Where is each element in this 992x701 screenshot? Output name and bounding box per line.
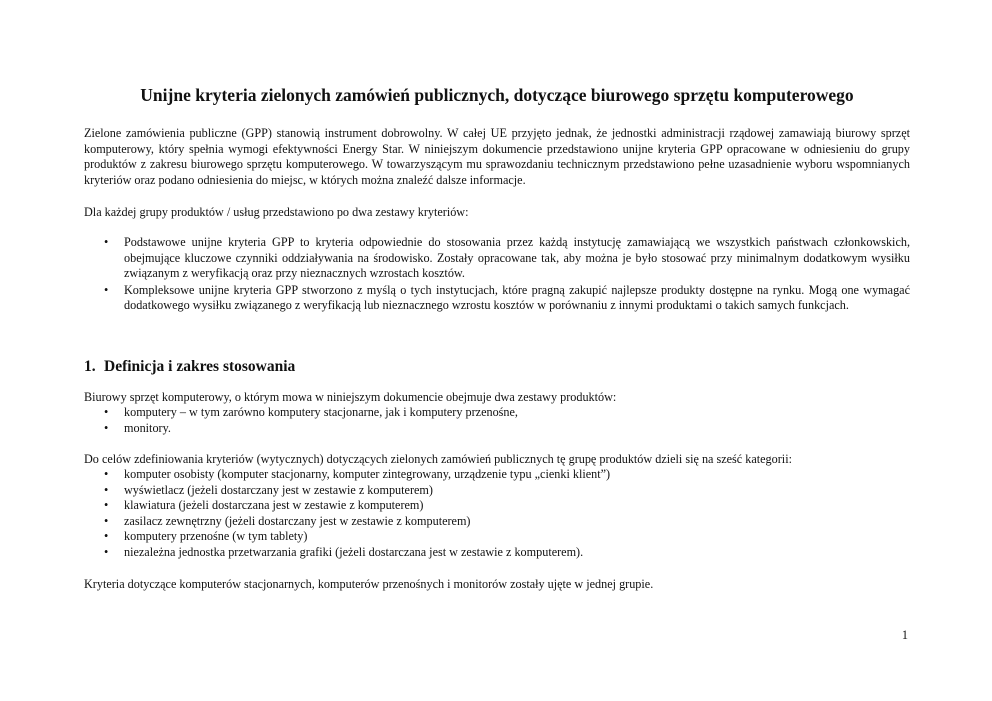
bullet-icon: • — [104, 544, 109, 559]
document-title: Unijne kryteria zielonych zamówień publicznych, dotyczące biurowego sprzętu komputerowego — [140, 85, 854, 105]
category-item: niezależna jednostka przetwarzania grafiki (jeżeli dostarczana jest w zestawie z komputerem). — [124, 544, 584, 559]
section-number: 1. — [84, 358, 96, 375]
bullet-icon: • — [104, 420, 109, 435]
scope-item-monitors: monitory. — [124, 420, 171, 435]
category-item: klawiatura (jeżeli dostarczana jest w zestawie z komputerem) — [124, 498, 424, 513]
bullet-icon: • — [104, 282, 109, 297]
page-number: 1 — [901, 628, 908, 642]
bullet-icon: • — [104, 513, 109, 528]
criteria-comprehensive: Kompleksowe unijne kryteria GPP stworzono z myślą o tych instytucjach, które pragną zakupić najlepsze produkty dostępne na rynku. Mogą one wymagać dodatkowego wysiłku związanego z weryfikacją lub nieznacznego wzrostu kosztów w porównaniu z innymi produktami o takich samych funkcjach. — [124, 282, 910, 313]
category-item: komputer osobisty (komputer stacjonarny, komputer zintegrowany, urządzenie typu „cienki klient”) — [124, 467, 611, 481]
bullet-icon: • — [104, 235, 109, 249]
list-item — [84, 235, 910, 282]
section-heading — [84, 357, 295, 377]
intro-paragraph: Zielone zamówienia publiczne (GPP) stanowią instrument dobrowolny. W całej UE przyjęto jednak, że jednostki administracji rządowej zamawiają biurowy sprzęt komputerowy, który spełnia wymogi efektywności Energy Star. W niniejszym dokumencie przedstawiono unijne kryteria GPP opracowane w odniesieniu do grupy produktów z zakresu biurowego sprzętu komputerowego. W towarzyszącym mu sprawozdaniu technicznym przedstawiono pełne uzasadnienie wyboru wspomnianych kryteriów oraz podano odniesienia do miejsc, w których można znaleźć dalsze informacje. — [84, 126, 910, 187]
scope-intro: Biurowy sprzęt komputerowy, o którym mowa w niniejszym dokumencie obejmuje dwa zestawy produktów: — [84, 390, 617, 404]
list-item — [84, 498, 910, 514]
bullet-icon: • — [104, 482, 109, 497]
categories-intro: Do celów zdefiniowania kryteriów (wytycznych) dotyczących zielonych zamówień publicznych tę grupę produktów dzieli się na sześć kategorii: — [84, 452, 792, 466]
scope-list — [84, 405, 910, 436]
list-item — [84, 405, 910, 421]
bullet-icon: • — [104, 498, 109, 513]
criteria-core: Podstawowe unijne kryteria GPP to kryteria odpowiednie do stosowania przez każdą instytucję zamawiającą we wszystkich państwach członkowskich, obejmujące kluczowe czynniki oddziaływania na środowisko. Zostały opracowane tak, aby można je było stosować przy minimalnym dodatkowym wysiłku związanym z weryfikacją oraz przy nieznacznych wzrostach kosztów. — [124, 235, 910, 281]
scope-item-computers: komputery – w tym zarówno komputery stacjonarne, jak i komputery przenośne, — [124, 405, 518, 419]
list-item — [84, 483, 910, 499]
list-item — [84, 529, 910, 545]
closing-paragraph: Kryteria dotyczące komputerów stacjonarnych, komputerów przenośnych i monitorów zostały ujęte w jednej grupie. — [84, 577, 654, 591]
list-item — [84, 514, 910, 530]
categories-list — [84, 467, 910, 561]
category-item: komputery przenośne (w tym tablety) — [124, 529, 308, 544]
list-item — [84, 467, 910, 483]
criteria-intro: Dla każdej grupy produktów / usług przedstawiono po dwa zestawy kryteriów: — [84, 205, 469, 219]
list-item — [84, 283, 910, 314]
category-item: zasilacz zewnętrzny (jeżeli dostarczany jest w zestawie z komputerem) — [124, 513, 471, 528]
bullet-icon: • — [104, 467, 109, 481]
list-item — [84, 421, 910, 437]
list-item — [84, 545, 910, 561]
section-title: Definicja i zakres stosowania — [104, 358, 296, 375]
bullet-icon: • — [104, 405, 109, 419]
criteria-sets-list — [84, 235, 910, 314]
bullet-icon: • — [104, 529, 109, 544]
category-item: wyświetlacz (jeżeli dostarczany jest w zestawie z komputerem) — [124, 482, 433, 497]
